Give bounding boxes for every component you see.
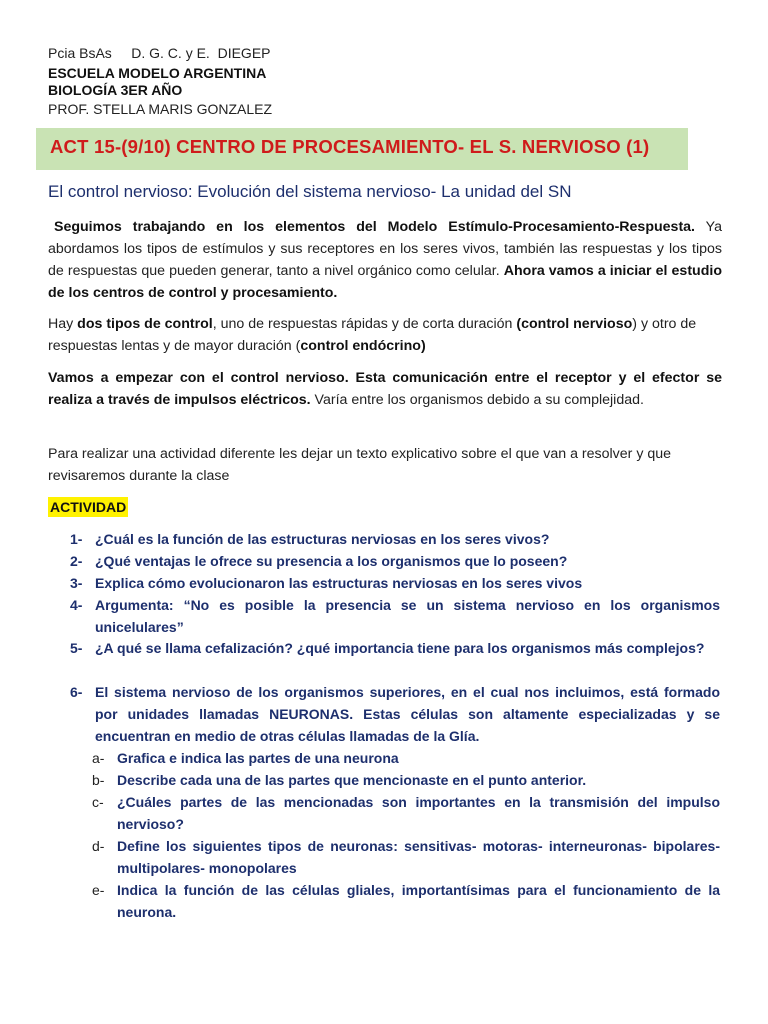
subquestion-item bbox=[92, 879, 720, 923]
control-text-2: , uno de respuestas rápidas y de corta duración bbox=[212, 316, 517, 332]
question-item bbox=[70, 681, 720, 747]
header-jurisdiction: Pcia BsAs D. G. C. y E. DIEGEP bbox=[48, 45, 271, 61]
subquestion-item bbox=[92, 835, 720, 879]
question-number: 6- bbox=[70, 684, 83, 700]
question-item bbox=[70, 572, 720, 594]
question-number: 3- bbox=[70, 575, 83, 591]
question-number: 2- bbox=[70, 553, 83, 569]
activity-title-banner bbox=[36, 128, 688, 170]
control-bold-2: (control nervioso bbox=[516, 316, 633, 332]
nervous-bold: Vamos a empezar con el control nervioso. Esta comunicación entre el receptor y el efector se realiza a través de impulsos eléctricos. bbox=[48, 370, 722, 408]
intro-text-1: Ya abordamos los tipos de estímulos y sus receptores en los seres vivos, también las respuestas y los tipos de respuestas que pueden generar, tanto a nivel orgánico como celular. bbox=[48, 219, 722, 279]
subquestion-text: Define los siguientes tipos de neuronas: sensitivas- motoras- interneuronas- bipolares- multipolares- monopolares bbox=[117, 838, 720, 876]
activity-title: ACT 15-(9/10) CENTRO DE PROCESAMIENTO- EL S. NERVIOSO (1) bbox=[50, 136, 650, 157]
control-bold-1: dos tipos de control bbox=[77, 316, 213, 332]
question-item bbox=[70, 637, 720, 659]
question-text: ¿A qué se llama cefalización? ¿qué importancia tiene para los organismos más complejos? bbox=[95, 640, 705, 656]
subquestion-letter: d- bbox=[92, 838, 105, 854]
subquestion-text: Describe cada una de las partes que mencionaste en el punto anterior. bbox=[117, 772, 587, 788]
subquestion-item bbox=[92, 747, 720, 769]
paragraph-instructions: Para realizar una actividad diferente les dejar un texto explicativo sobre el que van a resolver y que revisaremos durante la clase bbox=[48, 446, 672, 484]
question-number: 1- bbox=[70, 531, 83, 547]
control-text-1: Hay bbox=[48, 316, 78, 332]
subquestion-item bbox=[92, 769, 720, 791]
section-subtitle: El control nervioso: Evolución del sistema nervioso- La unidad del SN bbox=[48, 182, 572, 201]
paragraph-intro bbox=[48, 216, 722, 304]
intro-bold-2: Ahora vamos a iniciar el estudio de los centros de control y procesamiento. bbox=[48, 263, 722, 301]
question-number: 4- bbox=[70, 597, 83, 613]
control-text-3: ) y otro de respuestas lentas y de mayor duración ( bbox=[48, 316, 697, 354]
subquestion-item bbox=[92, 791, 720, 835]
question-text: ¿Qué ventajas le ofrece su presencia a los organismos que lo poseen? bbox=[95, 553, 568, 569]
header-teacher: PROF. STELLA MARIS GONZALEZ bbox=[48, 101, 273, 117]
subquestion-text: Indica la función de las células gliales, importantísimas para el funcionamiento de la neurona. bbox=[117, 882, 720, 920]
question-text: Argumenta: “No es posible la presencia se un sistema nervioso en los organismos unicelulares” bbox=[95, 597, 720, 635]
question-text: ¿Cuál es la función de las estructuras nerviosas en los seres vivos? bbox=[95, 531, 550, 547]
question-item bbox=[70, 528, 720, 550]
header-school: ESCUELA MODELO ARGENTINA bbox=[48, 65, 267, 81]
question-item bbox=[70, 594, 720, 638]
header-course: BIOLOGÍA 3ER AÑO bbox=[48, 82, 183, 98]
subquestion-text: ¿Cuáles partes de las mencionadas son importantes en la transmisión del impulso nervioso? bbox=[117, 794, 720, 832]
subquestion-letter: a- bbox=[92, 750, 105, 766]
subquestion-letter: e- bbox=[92, 882, 105, 898]
subquestion-text: Grafica e indica las partes de una neurona bbox=[117, 750, 399, 766]
paragraph-control-types bbox=[48, 313, 722, 357]
question-text: El sistema nervioso de los organismos superiores, en el cual nos incluimos, está formado por unidades llamadas NEURONAS. Estas células son altamente especializadas y se encuentran en medio de otras células llamadas de la Glía. bbox=[95, 684, 720, 744]
subquestion-letter: c- bbox=[92, 794, 104, 810]
question-text: Explica cómo evolucionaron las estructuras nerviosas en los seres vivos bbox=[95, 575, 583, 591]
question-item bbox=[70, 550, 720, 572]
paragraph-nervous-control bbox=[48, 367, 722, 411]
activity-label: ACTIVIDAD bbox=[50, 499, 127, 515]
intro-bold-1: Seguimos trabajando en los elementos del Modelo Estímulo-Procesamiento-Respuesta. bbox=[54, 219, 695, 235]
subquestion-letter: b- bbox=[92, 772, 105, 788]
question-number: 5- bbox=[70, 640, 83, 656]
nervous-text: Varía entre los organismos debido a su complejidad. bbox=[310, 392, 644, 408]
control-bold-3: control endócrino) bbox=[300, 338, 426, 354]
